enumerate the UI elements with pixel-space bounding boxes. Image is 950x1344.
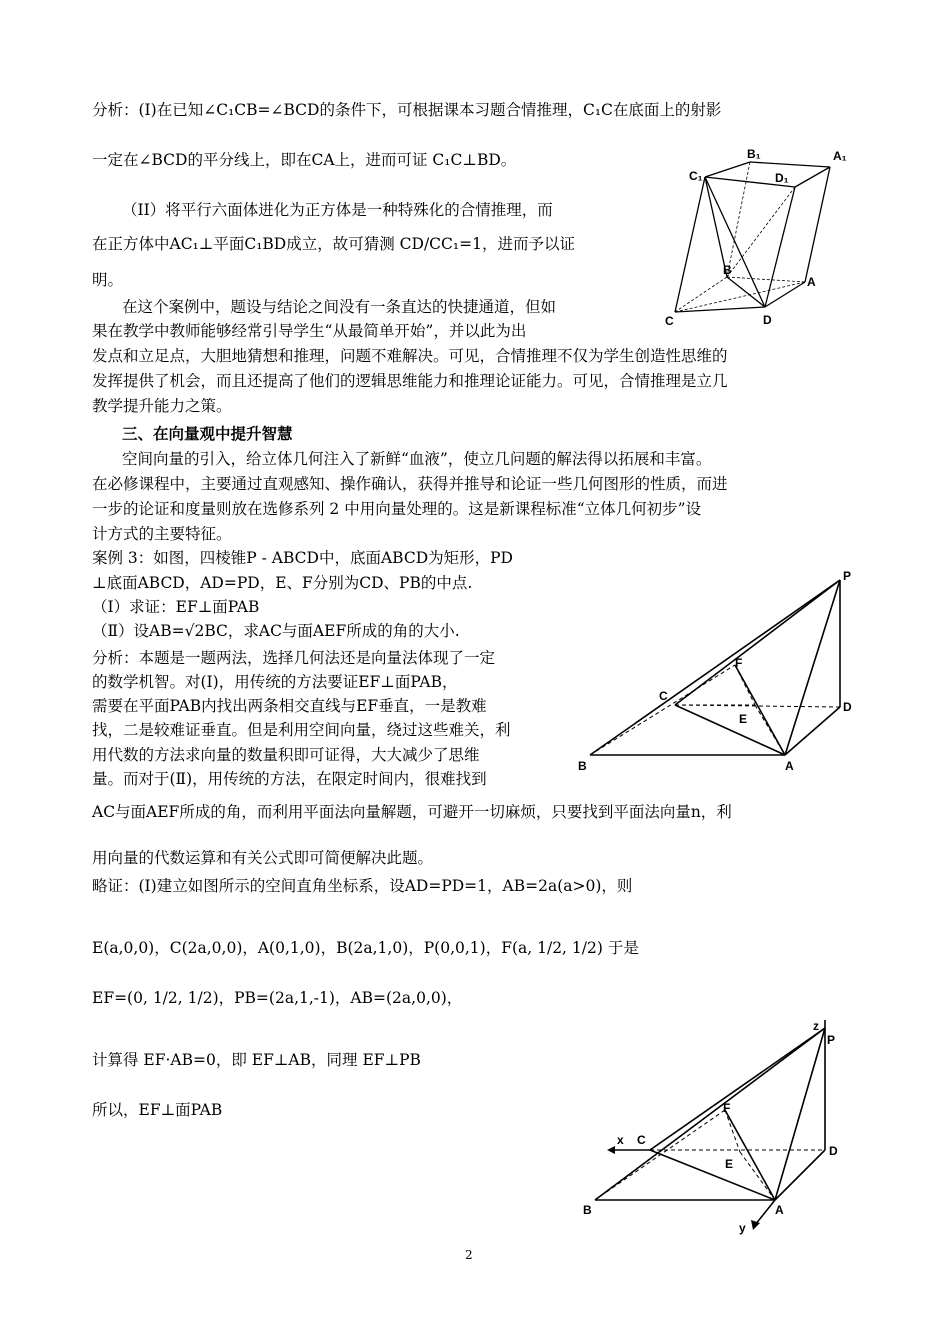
fig3-label-x: x <box>617 1133 624 1147</box>
line-24: 量。而对于(Ⅱ)，用传统的方法，在限定时间内，很难找到 <box>92 770 487 788</box>
line-8: 发点和立足点，大胆地猜想和推理，问题不难解决。可见，合情推理不仅为学生创造性思维的 <box>92 347 728 365</box>
line-17: （Ⅰ）求证：EF⊥面PAB <box>92 598 260 616</box>
section-heading: 三、在向量观中提升智慧 <box>122 425 293 443</box>
line-18: （Ⅱ）设AB=√2BC，求AC与面AEF所成的角的大小. <box>92 622 460 640</box>
fig1-label-A: A <box>807 275 816 289</box>
fig3-label-P: P <box>827 1033 836 1047</box>
line-28: E(a,0,0)，C(2a,0,0)，A(0,1,0)，B(2a,1,0)，P(0,0,1)，F(a, 1/2, 1/2) 于是 <box>92 939 639 957</box>
line-2: 一定在∠BCD的平分线上，即在CA上，进而可证 C₁C⊥BD。 <box>92 151 517 169</box>
x-axis-arrow-icon <box>607 1146 615 1154</box>
line-5: 明。 <box>92 271 124 289</box>
fig1-label-D: D <box>763 313 772 327</box>
fig3-label-D: D <box>829 1144 838 1158</box>
line-16: ⊥底面ABCD，AD=PD，E、F分别为CD、PB的中点. <box>92 574 473 592</box>
fig3-label-C: C <box>637 1133 646 1147</box>
line-1: 分析：(Ⅰ)在已知∠C₁CB=∠BCD的条件下，可根据课本习题合情推理，C₁C在底面上的射影 <box>92 101 722 119</box>
fig1-label-D1: D₁ <box>775 171 789 185</box>
fig2-label-D: D <box>843 700 852 714</box>
figure-pyramid <box>575 565 860 790</box>
fig1-label-B: B <box>723 263 732 277</box>
line-26: 用向量的代数运算和有关公式即可简便解决此题。 <box>92 849 434 867</box>
fig1-label-C: C <box>665 314 674 328</box>
figure-pyramid-coordinates <box>575 1020 865 1240</box>
line-9: 发挥提供了机会，而且还提高了他们的逻辑思维能力和推理论证能力。可见，合情推理是立几 <box>92 372 728 390</box>
line-12: 在必修课程中，主要通过直观感知、操作确认，获得并推导和论证一些几何图形的性质，而进 <box>92 475 728 493</box>
line-11: 空间向量的引入，给立体几何注入了新鲜“血液”，使立几问题的解法得以拓展和丰富。 <box>122 450 712 468</box>
line-20: 的数学机智。对(Ⅰ)，用传统的方法要证EF⊥面PAB， <box>92 673 458 691</box>
fig2-label-C: C <box>659 689 668 703</box>
fig1-label-B1: B₁ <box>747 147 761 161</box>
line-14: 计方式的主要特征。 <box>92 525 232 543</box>
fig3-label-A: A <box>775 1203 784 1217</box>
fig3-label-y: y <box>739 1221 746 1235</box>
line-30: 计算得 EF·AB=0，即 EF⊥AB，同理 EF⊥PB <box>92 1051 421 1069</box>
fig2-label-B: B <box>578 759 587 773</box>
fig2-label-P: P <box>843 569 852 583</box>
line-10: 教学提升能力之策。 <box>92 397 232 415</box>
fig2-label-F: F <box>735 656 743 670</box>
fig3-label-z: z <box>813 1020 819 1033</box>
line-19: 分析：本题是一题两法，选择几何法还是向量法体现了一定 <box>92 649 496 667</box>
fig3-label-F: F <box>723 1101 731 1115</box>
line-7: 果在教学中教师能够经常引导学生“从最简单开始”，并以此为出 <box>92 322 527 340</box>
fig3-label-E: E <box>725 1157 734 1171</box>
line-31: 所以，EF⊥面PAB <box>92 1101 223 1119</box>
line-29: EF=(0, 1/2, 1/2)，PB=(2a,1,-1)，AB=(2a,0,0)， <box>92 989 463 1007</box>
fig1-label-C1: C₁ <box>689 169 703 183</box>
line-25: AC与面AEF所成的角，而利用平面法向量解题，可避开一切麻烦，只要找到平面法向量n，利 <box>92 803 732 821</box>
line-13: 一步的论证和度量则放在选修系列 2 中用向量处理的。这是新课程标准“立体几何初步”设 <box>92 500 702 518</box>
figure-parallelepiped <box>665 142 865 332</box>
line-15: 案例 3：如图，四棱锥P - ABCD中，底面ABCD为矩形，PD <box>92 549 513 567</box>
fig2-label-A: A <box>785 759 794 773</box>
line-22: 找，二是较难证垂直。但是利用空间向量，绕过这些难关，利 <box>92 721 511 739</box>
line-4: 在正方体中AC₁⊥平面C₁BD成立，故可猜测 CD/CC₁=1，进而予以证 <box>92 235 575 253</box>
page-number: 2 <box>465 1248 473 1262</box>
fig2-label-E: E <box>739 712 748 726</box>
line-23: 用代数的方法求向量的数量积即可证得，大大减少了思维 <box>92 746 480 764</box>
line-27: 略证：(Ⅰ)建立如图所示的空间直角坐标系，设AD=PD=1，AB=2a(a>0)，则 <box>92 877 633 895</box>
line-3: （II）将平行六面体进化为正方体是一种特殊化的合情推理，而 <box>122 201 553 219</box>
fig3-label-B: B <box>583 1203 592 1217</box>
line-6: 在这个案例中，题设与结论之间没有一条直达的快捷通道，但如 <box>122 298 557 316</box>
fig1-label-A1: A₁ <box>833 149 847 163</box>
line-21: 需要在平面PAB内找出两条相交直线与EF垂直，一是教难 <box>92 697 487 715</box>
